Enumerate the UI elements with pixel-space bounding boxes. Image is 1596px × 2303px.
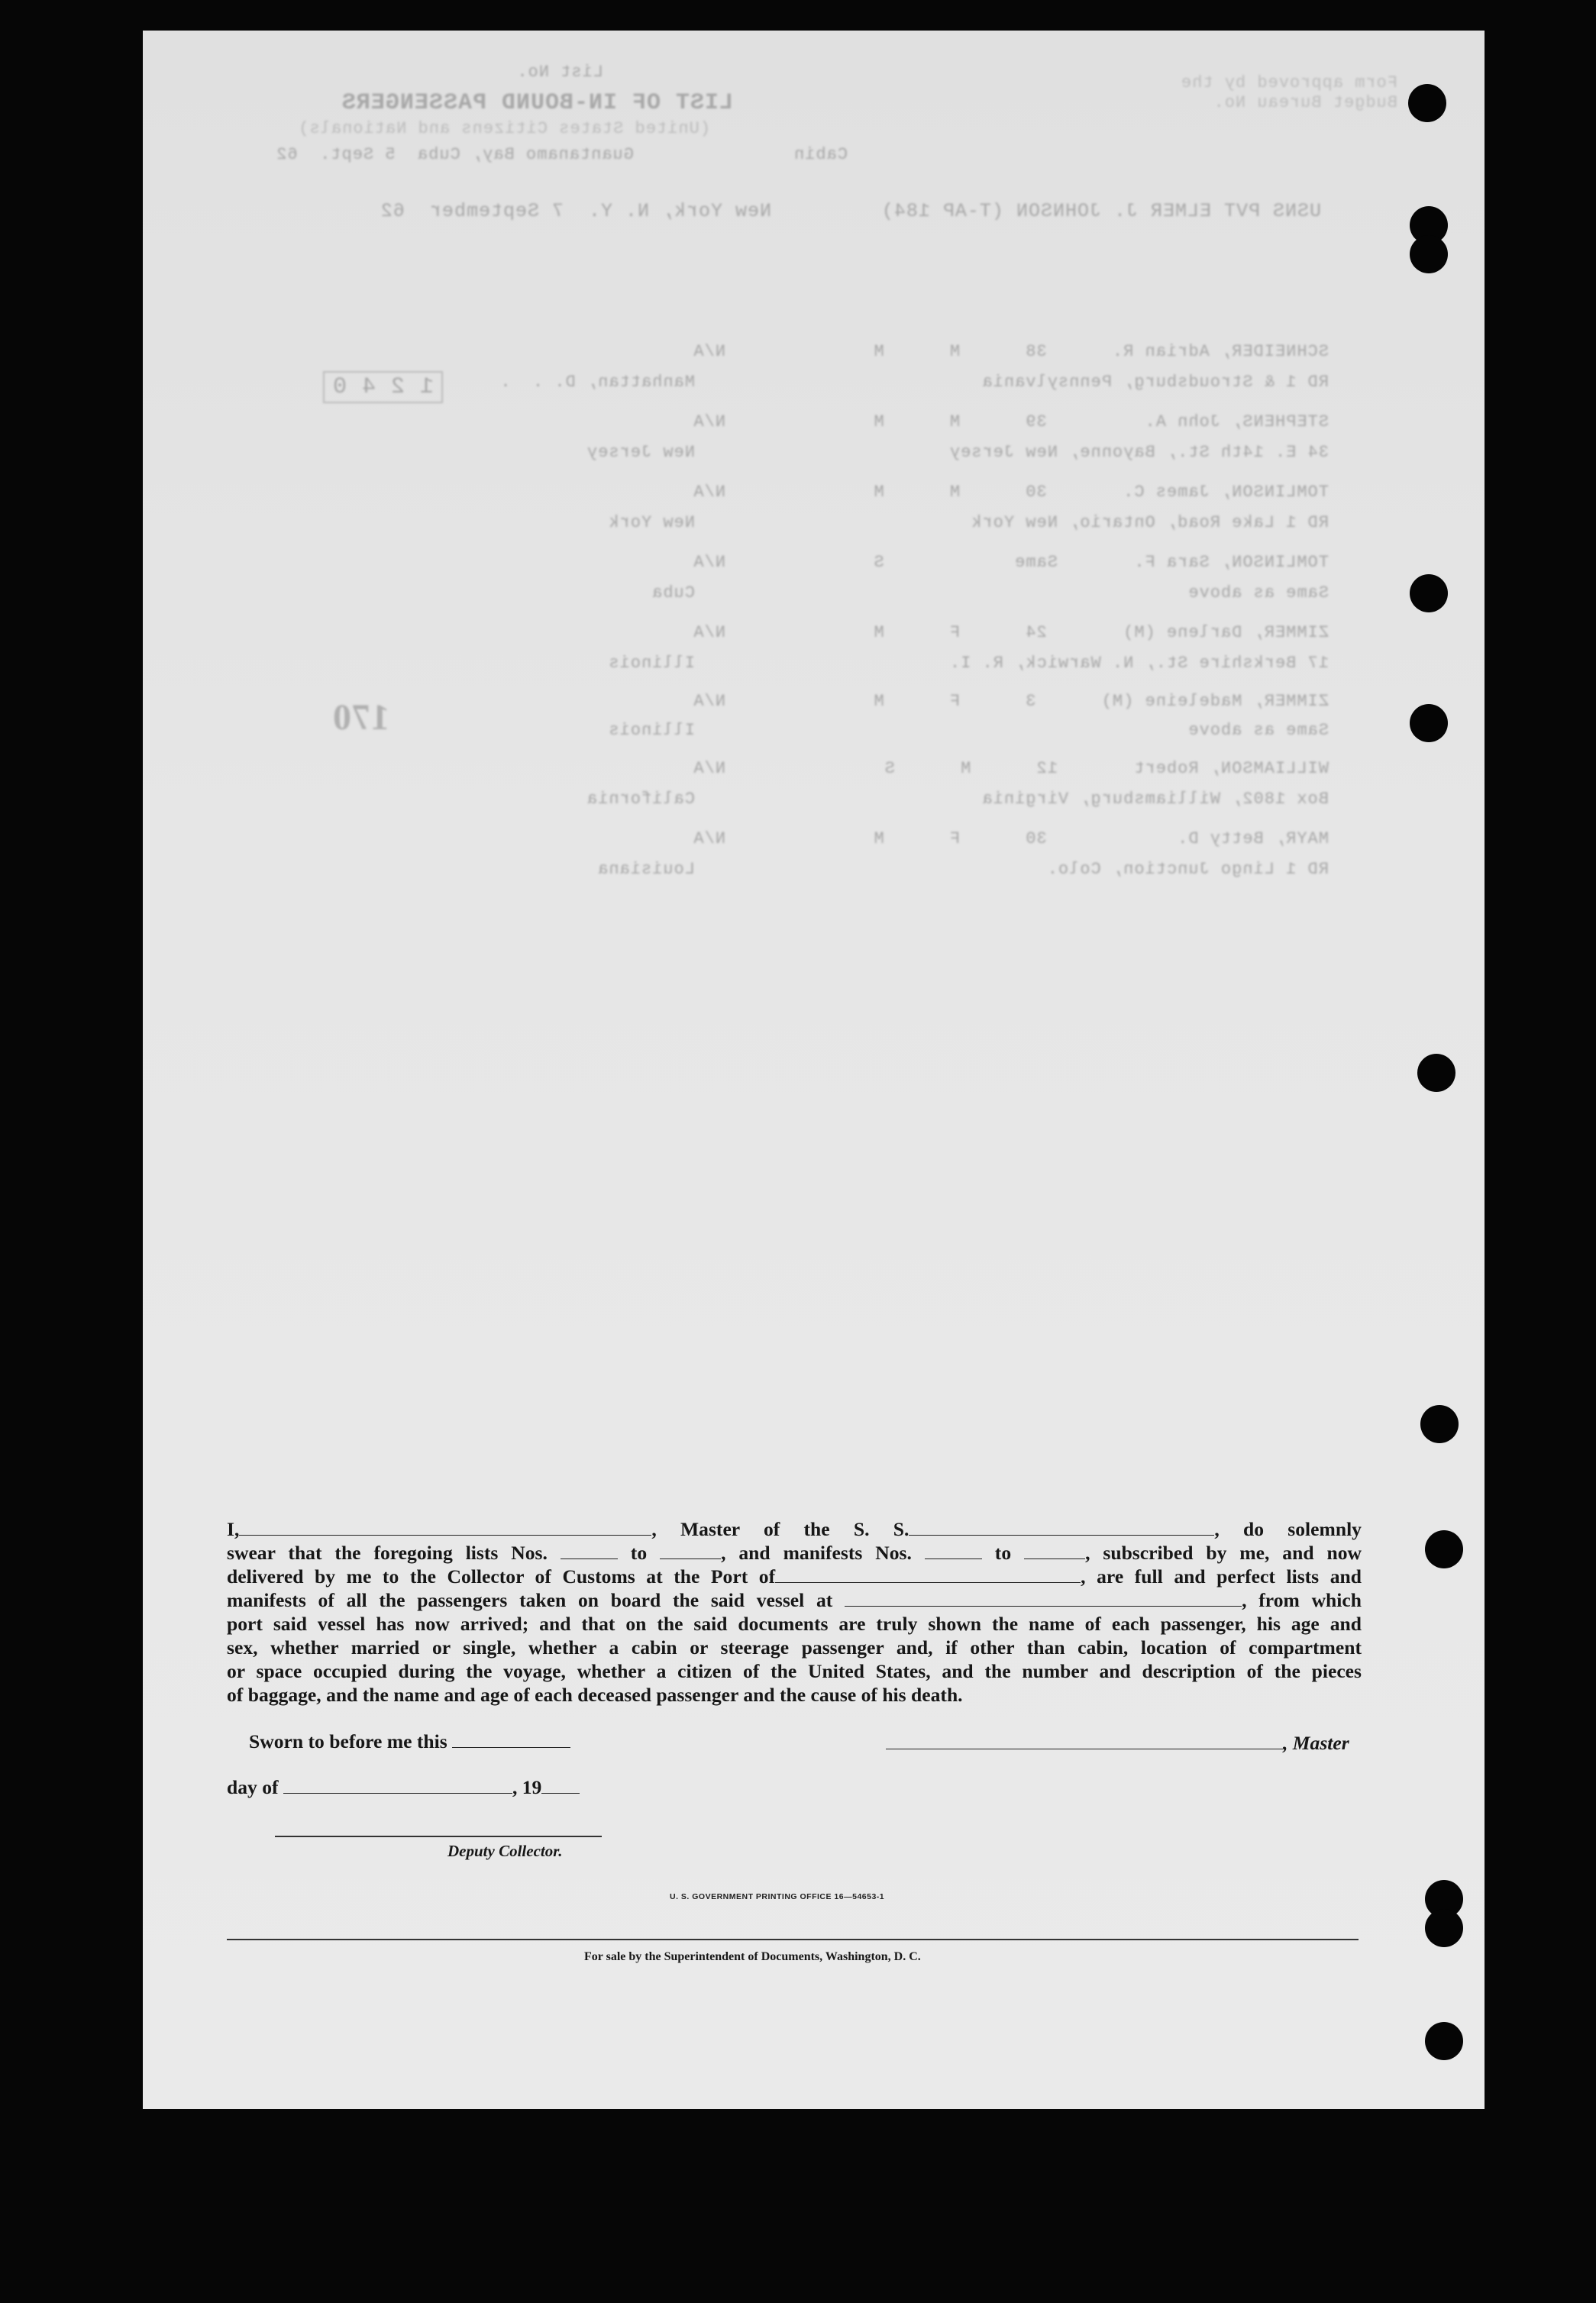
ghost-list-no: List No. [516,63,603,82]
ghost-row-extra: N/A [693,412,725,431]
manifest-no-from-blank [925,1558,982,1559]
ghost-line1: Guantanamo Bay, Cuba 5 Sept. 62 [276,145,634,164]
ghost-row-name: SCHNEIDER, Adrian R. 38 M M [873,342,1329,361]
deputy-signature-line [275,1836,602,1837]
oath-to: to [630,1542,648,1564]
ghost-row-state: Louisiana [597,860,695,879]
ghost-stamp: 1 2 4 0 [323,371,443,403]
ghost-row-state: New York [608,513,695,532]
manifest-no-to-blank [1024,1558,1085,1559]
ghost-row-extra: N/A [693,692,725,711]
oath-delivered: delivered by me to the Collector of Customs at the Port of [227,1565,776,1588]
oath-subscribed: , subscribed by me, and now [1085,1542,1362,1564]
ghost-row-address: 34 E. 14th St., Bayonne, New Jersey [948,443,1329,462]
ghost-row-state: California [586,790,695,809]
ghost-row-extra: N/A [693,483,725,502]
binder-hole [1425,2022,1463,2060]
list-no-to-blank [660,1558,721,1559]
oath-line-5: port said vessel has now arrived; and that on the said documents are truly shown the name of each passenger, his age and [227,1613,1362,1635]
oath-line-1 [227,1518,1362,1541]
oath-line-7: or space occupied during the voyage, whether a citizen of the United States, and the number and description of the pieces [227,1660,1362,1682]
master-label: , Master [1283,1732,1349,1754]
sworn-line [249,1730,646,1753]
oath-line-4 [227,1589,1362,1612]
ghost-topright-1: Form approved by the [1180,73,1397,92]
deputy-collector-label: Deputy Collector. [447,1842,563,1860]
sworn-text: Sworn to before me this [249,1730,447,1752]
oath-to-2: to [994,1542,1012,1564]
ghost-row-name: WILLIAMSON, Robert 12 M S [884,759,1329,778]
ghost-title: LIST OF IN-BOUND PASSENGERS [341,90,733,116]
ghost-row-extra: N/A [693,829,725,848]
ghost-row-state: Illinois [608,721,695,740]
ghost-row-state: Illinois [608,654,695,673]
ghost-class: Cabin [793,145,848,164]
day-of-text: day of [227,1776,279,1798]
gpo-imprint: U. S. GOVERNMENT PRINTING OFFICE 16—54653-1 [670,1892,885,1901]
binder-hole [1420,1405,1459,1443]
oath-line-8: of baggage, and the name and age of each deceased passenger and the cause of his death. [227,1684,963,1706]
ghost-row-extra: N/A [693,623,725,642]
ghost-row-address: RD 1 Lingo Junction, Colo. [1046,860,1329,879]
ghost-row-name: ZIMMER, Madeleine (M) 3 F M [873,692,1329,711]
day-of-line [227,1776,624,1799]
ship-name-blank [909,1534,1214,1536]
ghost-row-name: TOMLINSON, James C. 30 M M [873,483,1329,502]
ghost-row-address: Same as above [1187,583,1329,602]
day-blank [283,1792,512,1794]
ghost-row-address: RD 1 & Stroudsburg, Pennsylvania [981,373,1329,392]
sale-note: For sale by the Superintendent of Documents, Washington, D. C. [584,1950,921,1963]
ghost-row-extra: N/A [693,553,725,572]
oath-master-of-ss: , Master of the S. S. [651,1518,909,1540]
oath-manifests: , and manifests Nos. [721,1542,912,1564]
ghost-row-state: Manhattan, D. . . [499,373,695,392]
oath-swear: swear that the foregoing lists Nos. [227,1542,548,1564]
footer-rule [227,1939,1359,1940]
ghost-row-name: MAYR, Betty D. 30 F M [873,829,1329,848]
ghost-row-address: Box 1802, Williamsburg, Virginia [981,790,1329,809]
binder-hole [1425,1909,1463,1947]
master-signature-blank [886,1748,1283,1749]
ghost-bleed-through [0,0,1596,916]
ghost-ship: USNS PVT ELMER J. JOHNSON (T-AP 184) [880,200,1321,222]
oath-line-6: sex, whether married or single, whether a cabin or steerage passenger and, if other than cabin, location of compartment [227,1636,1362,1659]
oath-i: I, [227,1518,240,1540]
ghost-row-address: RD 1 Lake Road, Ontario, New York [971,513,1329,532]
master-sign-line [886,1732,1367,1755]
oath-solemnly: , do solemnly [1214,1518,1362,1540]
ghost-row-state: New Jersey [586,443,695,462]
binder-hole [1425,1530,1463,1568]
ghost-topright-2: Budget Bureau No. [1213,93,1397,112]
departure-port-blank [845,1605,1242,1607]
ghost-row-address: Same as above [1187,721,1329,740]
oath-line-2 [227,1542,1362,1565]
oath-line-3 [227,1565,1362,1588]
ghost-row-name: ZIMMER, Darlene (M) 24 F M [873,623,1329,642]
ghost-row-extra: N/A [693,759,725,778]
ghost-page-number: 170 [332,697,389,738]
year-blank [541,1792,580,1794]
binder-hole [1417,1054,1455,1092]
oath-manifests-all: manifests of all the passengers taken on board the said vessel at [227,1589,833,1611]
oath-from-which: , from which [1242,1589,1362,1611]
year-text: , 19 [512,1776,542,1798]
master-name-blank [239,1534,651,1536]
ghost-row-name: STEPHENS, John A. 39 M M [873,412,1329,431]
port-blank [775,1581,1081,1583]
oath-full-perfect: , are full and perfect lists and [1081,1565,1362,1588]
ghost-line2: New York, N. Y. 7 September 62 [380,200,771,222]
ghost-subtitle: (United States Citizens and Nationals) [298,119,710,138]
list-no-from-blank [561,1558,618,1559]
ghost-row-address: 17 Berkshire St., N. Warwick, R. I. [948,654,1329,673]
sworn-date-blank [452,1746,570,1748]
ghost-row-state: Cuba [651,583,695,602]
ghost-row-extra: N/A [693,342,725,361]
ghost-row-name: TOMLINSON, Sara F. Same S [873,553,1329,572]
